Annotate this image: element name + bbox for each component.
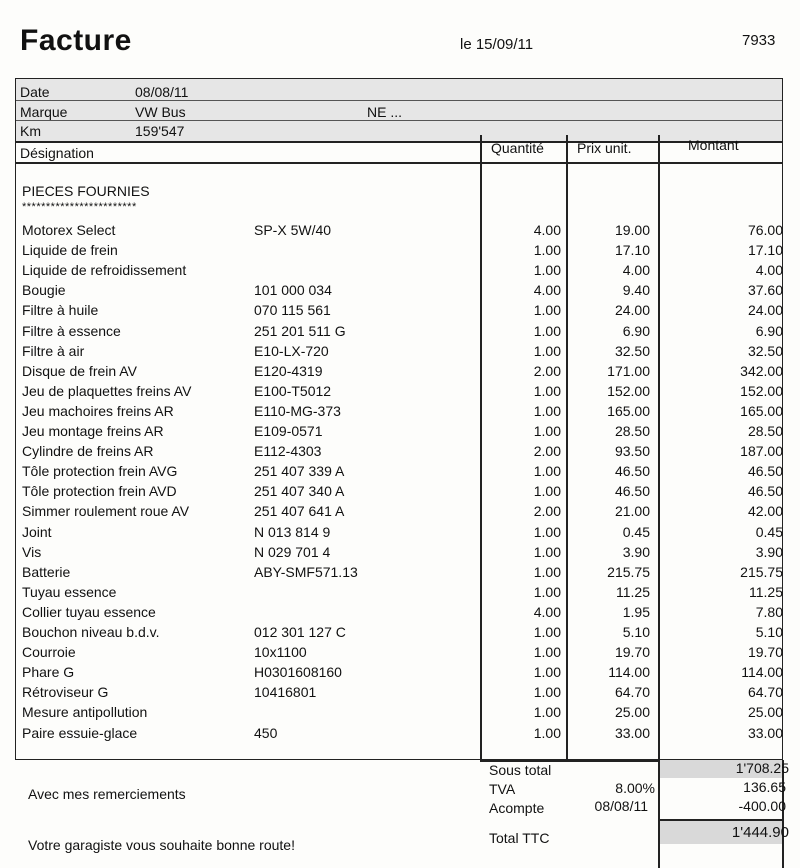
line-item-row xyxy=(0,503,800,523)
item-unit-price: 28.50 xyxy=(614,423,650,439)
col-header-montant: Montant xyxy=(688,137,739,153)
item-quantity: 1.00 xyxy=(533,262,561,279)
item-unit-price: 25.00 xyxy=(614,704,650,721)
line-item-row xyxy=(0,524,800,544)
item-amount: 4.00 xyxy=(755,262,783,279)
item-reference: E10-LX-720 xyxy=(254,342,329,359)
line-item-row xyxy=(0,403,800,423)
item-designation: Liquide de frein xyxy=(22,242,118,259)
item-reference: 10416801 xyxy=(254,684,317,701)
line-item-row xyxy=(0,684,800,704)
item-unit-price: 215.75 xyxy=(607,563,650,580)
line-item-row xyxy=(0,664,800,684)
item-quantity: 4.00 xyxy=(533,282,561,299)
item-reference: ABY-SMF571.13 xyxy=(254,563,358,580)
item-unit-price: 64.70 xyxy=(614,684,650,701)
item-amount: 32.50 xyxy=(747,342,783,359)
item-unit-price: 21.00 xyxy=(614,503,650,520)
item-quantity: 1.00 xyxy=(533,483,561,500)
marque-value: VW Bus xyxy=(135,104,186,120)
item-quantity: 4.00 xyxy=(533,222,561,238)
item-amount: 6.90 xyxy=(755,322,783,339)
item-unit-price: 17.10 xyxy=(614,242,650,259)
item-amount: 114.00 xyxy=(741,664,783,681)
invoice-title: Facture xyxy=(20,24,132,57)
item-unit-price: 4.00 xyxy=(622,262,650,279)
item-reference: E120-4319 xyxy=(254,362,323,379)
item-designation: Rétroviseur G xyxy=(22,684,109,701)
line-item-row xyxy=(0,383,800,403)
item-designation: Batterie xyxy=(22,563,71,580)
tva-value: 136.65 xyxy=(743,779,786,795)
item-amount: 11.25 xyxy=(749,583,783,600)
item-quantity: 1.00 xyxy=(533,664,561,681)
item-designation: Collier tuyau essence xyxy=(22,603,156,620)
item-reference: E100-T5012 xyxy=(254,382,332,399)
item-amount: 24.00 xyxy=(747,302,783,319)
item-unit-price: 152.00 xyxy=(607,382,650,399)
item-unit-price: 0.45 xyxy=(622,523,650,540)
item-unit-price: 93.50 xyxy=(614,443,650,460)
acompte-value: -400.00 xyxy=(738,798,786,814)
invoice-date: le 15/09/11 xyxy=(460,36,534,53)
subtotal-value: 1'708.25 xyxy=(735,760,789,776)
item-amount: 3.90 xyxy=(755,543,783,560)
item-amount: 46.50 xyxy=(747,483,783,500)
line-item-row xyxy=(0,302,800,322)
total-value: 1'444.90 xyxy=(731,824,789,841)
line-item-row xyxy=(0,644,800,664)
item-designation: Tuyau essence xyxy=(22,583,117,600)
col-header-quantite: Quantité xyxy=(491,140,544,156)
line-item-row xyxy=(0,704,800,724)
item-unit-price: 46.50 xyxy=(614,463,650,480)
item-designation: Filtre à air xyxy=(22,342,85,359)
line-item-row xyxy=(0,624,800,644)
item-amount: 76.00 xyxy=(747,222,783,238)
item-designation: Motorex Select xyxy=(22,222,116,238)
item-unit-price: 6.90 xyxy=(622,322,650,339)
line-item-row xyxy=(0,282,800,302)
item-quantity: 1.00 xyxy=(533,322,561,339)
km-label: Km xyxy=(20,123,41,139)
item-quantity: 1.00 xyxy=(533,523,561,540)
item-reference: 251 407 339 A xyxy=(254,463,345,480)
item-reference: 450 xyxy=(254,724,278,741)
farewell-text: Votre garagiste vous souhaite bonne route! xyxy=(28,837,295,853)
item-designation: Jeu de plaquettes freins AV xyxy=(22,382,192,399)
item-designation: Simmer roulement roue AV xyxy=(22,503,190,520)
line-item-row xyxy=(0,242,800,262)
item-amount: 0.45 xyxy=(755,523,783,540)
item-designation: Tôle protection frein AVG xyxy=(22,463,178,480)
item-amount: 25.00 xyxy=(747,704,783,721)
line-item-row xyxy=(0,604,800,624)
item-designation: Jeu machoires freins AR xyxy=(22,402,174,419)
item-unit-price: 1.95 xyxy=(622,603,650,620)
line-item-row xyxy=(0,584,800,604)
item-reference: 251 201 511 G xyxy=(254,322,346,339)
item-quantity: 1.00 xyxy=(533,463,561,480)
item-amount: 17.10 xyxy=(747,242,783,259)
totals-rule xyxy=(659,819,783,821)
line-item-row xyxy=(0,725,800,745)
item-quantity: 1.00 xyxy=(533,382,561,399)
col-header-prix-unit: Prix unit. xyxy=(577,140,632,156)
item-designation: Tôle protection frein AVD xyxy=(22,483,177,500)
item-quantity: 4.00 xyxy=(533,603,561,620)
line-item-row xyxy=(0,363,800,383)
item-reference: N 029 701 4 xyxy=(254,543,331,560)
date-label: Date xyxy=(20,84,50,100)
item-quantity: 2.00 xyxy=(533,443,561,460)
item-reference: 10x1100 xyxy=(254,644,307,661)
plate-value: NE ... xyxy=(367,104,403,120)
item-quantity: 1.00 xyxy=(533,644,561,661)
item-amount: 152.00 xyxy=(740,382,783,399)
item-reference: 251 407 340 A xyxy=(254,483,345,500)
marque-label: Marque xyxy=(20,104,68,120)
subtotal-label: Sous total xyxy=(489,762,552,778)
item-amount: 5.10 xyxy=(755,624,783,640)
item-designation: Paire essuie-glace xyxy=(22,724,138,741)
item-unit-price: 19.70 xyxy=(614,644,650,661)
item-reference: N 013 814 9 xyxy=(254,523,331,540)
item-unit-price: 9.40 xyxy=(622,282,650,299)
km-value: 159'547 xyxy=(135,123,185,139)
item-reference: H0301608160 xyxy=(254,664,342,681)
item-designation: Courroie xyxy=(22,644,76,661)
item-designation: Mesure antipollution xyxy=(22,704,148,721)
item-quantity: 1.00 xyxy=(533,302,561,319)
line-item-row xyxy=(0,564,800,584)
acompte-label: Acompte xyxy=(489,800,545,816)
line-item-row xyxy=(0,262,800,282)
item-unit-price: 33.00 xyxy=(614,724,650,741)
totals-divider xyxy=(658,760,660,868)
item-designation: Joint xyxy=(22,523,52,540)
item-quantity: 2.00 xyxy=(533,362,561,379)
item-designation: Filtre à huile xyxy=(22,302,99,319)
item-unit-price: 32.50 xyxy=(614,342,650,359)
item-amount: 187.00 xyxy=(740,443,783,460)
item-quantity: 1.00 xyxy=(533,342,561,359)
item-quantity: 1.00 xyxy=(533,724,561,741)
item-amount: 28.50 xyxy=(747,423,783,439)
item-amount: 37.60 xyxy=(747,282,783,299)
tva-label: TVA xyxy=(489,781,516,797)
item-designation: Phare G xyxy=(22,664,75,681)
meta-bottom-rule xyxy=(16,141,782,143)
item-unit-price: 11.25 xyxy=(616,583,650,600)
item-designation: Bougie xyxy=(22,282,66,299)
item-designation: Disque de frein AV xyxy=(22,362,137,379)
item-reference: 070 115 561 xyxy=(254,302,331,319)
item-quantity: 1.00 xyxy=(533,242,561,259)
item-designation: Bouchon niveau b.d.v. xyxy=(22,624,160,640)
item-reference: 251 407 641 A xyxy=(254,503,345,520)
total-label: Total TTC xyxy=(489,830,550,846)
item-quantity: 1.00 xyxy=(533,684,561,701)
item-unit-price: 5.10 xyxy=(622,624,650,640)
item-unit-price: 3.90 xyxy=(622,543,650,560)
item-designation: Filtre à essence xyxy=(22,322,121,339)
section-separator: ************************ xyxy=(22,201,137,213)
item-quantity: 1.00 xyxy=(533,624,561,640)
item-unit-price: 24.00 xyxy=(614,302,650,319)
tva-rate: 8.00% xyxy=(615,780,655,796)
item-quantity: 1.00 xyxy=(533,402,561,419)
item-reference: E112-4303 xyxy=(254,443,322,460)
line-item-row xyxy=(0,323,800,343)
line-item-row xyxy=(0,222,800,242)
date-value: 08/08/11 xyxy=(135,84,189,100)
acompte-date: 08/08/11 xyxy=(594,798,648,814)
item-designation: Cylindre de freins AR xyxy=(22,443,154,460)
item-quantity: 1.00 xyxy=(533,583,561,600)
col-header-designation: Désignation xyxy=(20,145,94,161)
item-quantity: 1.00 xyxy=(533,704,561,721)
item-unit-price: 19.00 xyxy=(614,222,650,238)
item-designation: Vis xyxy=(22,543,42,560)
item-reference: 101 000 034 xyxy=(254,282,332,299)
item-designation: Jeu montage freins AR xyxy=(22,423,164,439)
item-amount: 33.00 xyxy=(747,724,783,741)
line-item-row xyxy=(0,463,800,483)
item-reference: E110-MG-373 xyxy=(254,402,341,419)
item-amount: 19.70 xyxy=(747,644,783,661)
item-quantity: 1.00 xyxy=(533,543,561,560)
item-unit-price: 46.50 xyxy=(614,483,650,500)
line-item-row xyxy=(0,483,800,503)
item-amount: 64.70 xyxy=(747,684,783,701)
item-amount: 46.50 xyxy=(747,463,783,480)
line-item-row xyxy=(0,443,800,463)
item-reference: 012 301 127 C xyxy=(254,624,346,640)
item-amount: 42.00 xyxy=(747,503,783,520)
item-quantity: 1.00 xyxy=(533,563,561,580)
thanks-text: Avec mes remerciements xyxy=(28,786,186,802)
item-unit-price: 165.00 xyxy=(607,402,650,419)
totals-divider xyxy=(782,760,784,868)
item-amount: 342.00 xyxy=(740,362,783,379)
item-amount: 165.00 xyxy=(740,402,783,419)
item-designation: Liquide de refroidissement xyxy=(22,262,187,279)
header-bottom-rule xyxy=(16,162,782,164)
line-item-row xyxy=(0,423,800,443)
item-reference: E109-0571 xyxy=(254,423,323,439)
item-quantity: 1.00 xyxy=(533,423,561,439)
line-item-row xyxy=(0,544,800,564)
item-amount: 215.75 xyxy=(740,563,783,580)
item-reference: SP-X 5W/40 xyxy=(254,222,332,238)
section-title: PIECES FOURNIES xyxy=(22,183,150,199)
line-item-row xyxy=(0,343,800,363)
item-unit-price: 114.00 xyxy=(608,664,650,681)
item-amount: 7.80 xyxy=(755,603,783,620)
invoice-number: 7933 xyxy=(742,32,776,49)
item-unit-price: 171.00 xyxy=(607,362,650,379)
item-quantity: 2.00 xyxy=(533,503,561,520)
